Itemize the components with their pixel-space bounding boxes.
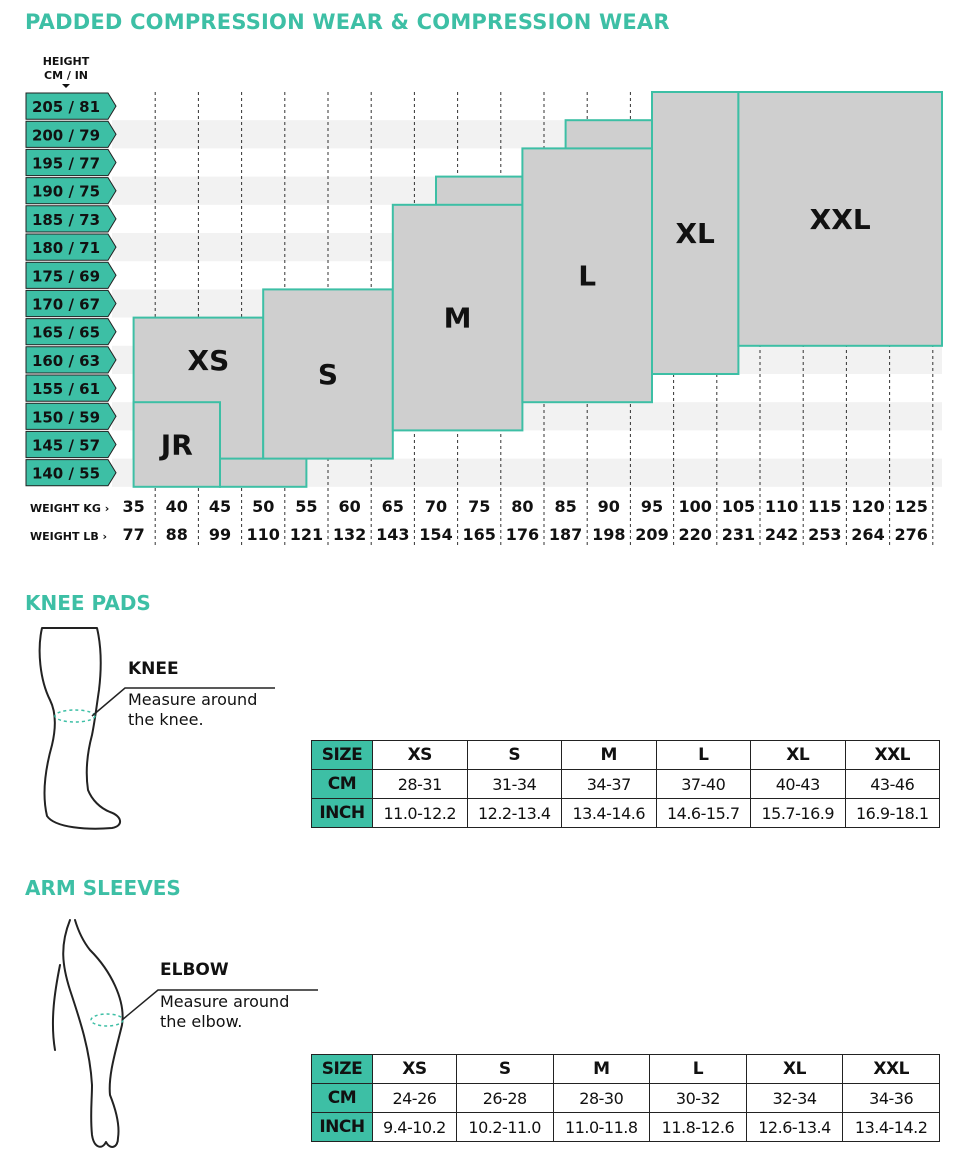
weight-lb-tick: 132 (332, 525, 367, 544)
weight-kg-tick: 105 (721, 497, 756, 516)
cm-cell: 31-34 (467, 770, 562, 799)
weight-kg-tick: 95 (640, 497, 664, 516)
inch-cell: 12.2-13.4 (467, 799, 562, 828)
weight-kg-tick: 50 (252, 497, 275, 516)
weight-kg-tick: 100 (678, 497, 712, 516)
weight-lb-tick: 77 (122, 525, 145, 544)
weight-lb-tick: 121 (289, 525, 324, 544)
inch-cell: 16.9-18.1 (845, 799, 940, 828)
arm-size-table (311, 1054, 940, 1142)
height-tick-label: 160 / 63 (31, 351, 101, 370)
size-cell: XL (746, 1055, 843, 1084)
weight-kg-tick: 80 (511, 497, 534, 516)
weight-lb-tick: 209 (635, 525, 669, 544)
size-label-l: L (578, 259, 597, 293)
weight-kg-tick: 60 (338, 497, 361, 516)
inch-cell: 13.4-14.6 (562, 799, 657, 828)
weight-lb-tick: 264 (851, 525, 885, 544)
arrow-down-icon (62, 84, 70, 88)
weight-lb-tick: 276 (894, 525, 928, 544)
cm-cell: 28-31 (373, 770, 468, 799)
height-tick-label: 150 / 59 (31, 408, 101, 427)
size-label-m: M (443, 301, 472, 335)
row-label-cm: CM (312, 1084, 373, 1113)
size-cell: L (650, 1055, 747, 1084)
cm-cell: 34-36 (843, 1084, 940, 1113)
weight-lb-tick: 88 (165, 525, 188, 544)
weight-kg-tick: 45 (208, 497, 232, 516)
cm-cell: 37-40 (656, 770, 751, 799)
size-cell: S (456, 1055, 553, 1084)
page-title: PADDED COMPRESSION WEAR & COMPRESSION WEAR (25, 10, 670, 34)
size-cell: XS (373, 1055, 457, 1084)
size-label-xl: XL (675, 217, 715, 250)
size-label-s: S (317, 358, 339, 391)
weight-lb-tick: 176 (505, 525, 540, 544)
inch-cell: 11.8-12.6 (650, 1113, 747, 1142)
height-axis-label: HEIGHT (42, 55, 90, 68)
weight-lb-tick: 143 (376, 525, 410, 544)
inch-cell: 14.6-15.7 (656, 799, 751, 828)
weight-lb-label: WEIGHT LB › (30, 530, 108, 543)
inch-cell: 15.7-16.9 (751, 799, 846, 828)
weight-kg-tick: 70 (424, 497, 448, 516)
height-tick-label: 165 / 65 (31, 323, 101, 342)
weight-kg-tick: 65 (381, 497, 404, 516)
inch-cell: 11.0-11.8 (553, 1113, 650, 1142)
weight-kg-label: WEIGHT KG › (30, 502, 110, 515)
cm-cell: 30-32 (650, 1084, 747, 1113)
weight-kg-tick: 75 (468, 497, 491, 516)
weight-kg-tick: 40 (165, 497, 188, 516)
elbow-measure-heading: ELBOW (160, 960, 229, 980)
inch-cell: 10.2-11.0 (456, 1113, 553, 1142)
cm-cell: 24-26 (373, 1084, 457, 1113)
weight-lb-tick: 110 (246, 525, 280, 544)
weight-kg-tick: 35 (122, 497, 145, 516)
weight-lb-tick: 154 (419, 525, 453, 544)
cm-cell: 28-30 (553, 1084, 650, 1113)
table-row-cm (312, 770, 940, 799)
size-cell: XS (373, 741, 468, 770)
inch-cell: 13.4-14.2 (843, 1113, 940, 1142)
cm-cell: 34-37 (562, 770, 657, 799)
weight-lb-tick: 253 (808, 525, 842, 544)
cm-cell: 43-46 (845, 770, 940, 799)
weight-lb-tick: 242 (764, 525, 799, 544)
inch-cell: 11.0-12.2 (373, 799, 468, 828)
height-tick-label: 175 / 69 (31, 267, 101, 286)
height-tick-label: 140 / 55 (31, 464, 101, 483)
height-tick-label: 145 / 57 (31, 436, 101, 455)
row-label-size: SIZE (312, 741, 373, 770)
row-label-size: SIZE (312, 1055, 373, 1084)
height-axis-unit: CM / IN (44, 69, 88, 82)
table-row-inch (312, 799, 940, 828)
size-chart (0, 0, 978, 560)
size-label-xxl: XXL (809, 202, 871, 236)
cm-cell: 32-34 (746, 1084, 843, 1113)
height-tick-label: 200 / 79 (31, 126, 101, 145)
weight-kg-tick: 85 (554, 497, 577, 516)
size-cell: XL (751, 741, 846, 770)
size-cell: M (562, 741, 657, 770)
size-label-jr: JR (160, 428, 193, 462)
height-tick-label: 180 / 71 (31, 239, 101, 258)
height-tick-label: 170 / 67 (31, 295, 101, 314)
table-row-size (312, 741, 940, 770)
weight-kg-tick: 120 (851, 497, 885, 516)
row-label-inch: INCH (312, 1113, 373, 1142)
height-tick-label: 155 / 61 (31, 380, 101, 399)
size-label-xs: XS (187, 343, 230, 377)
weight-lb-tick: 165 (462, 525, 496, 544)
weight-kg-tick: 90 (597, 497, 620, 516)
height-tick-label: 205 / 81 (31, 98, 101, 117)
weight-lb-tick: 187 (548, 525, 583, 544)
height-tick-label: 185 / 73 (31, 210, 101, 229)
size-cell: L (656, 741, 751, 770)
row-label-inch: INCH (312, 799, 373, 828)
weight-kg-tick: 115 (808, 497, 842, 516)
weight-kg-tick: 55 (295, 497, 318, 516)
weight-kg-tick: 110 (764, 497, 799, 516)
cm-cell: 40-43 (751, 770, 846, 799)
height-tick-label: 195 / 77 (31, 154, 101, 173)
size-cell: XXL (843, 1055, 940, 1084)
weight-lb-tick: 231 (721, 525, 756, 544)
size-cell: XXL (845, 741, 940, 770)
knee-pads-title: KNEE PADS (25, 591, 151, 615)
knee-size-table (311, 740, 940, 828)
inch-cell: 9.4-10.2 (373, 1113, 457, 1142)
table-row-cm (312, 1084, 940, 1113)
weight-lb-tick: 99 (208, 525, 232, 544)
weight-kg-tick: 125 (894, 497, 928, 516)
inch-cell: 12.6-13.4 (746, 1113, 843, 1142)
cm-cell: 26-28 (456, 1084, 553, 1113)
knee-measure-heading: KNEE (128, 659, 179, 679)
row-label-cm: CM (312, 770, 373, 799)
weight-lb-tick: 220 (678, 525, 712, 544)
elbow-measure-text: Measure around the elbow. (160, 992, 290, 1031)
knee-measure-text: Measure around the knee. (128, 690, 258, 729)
height-tick-label: 190 / 75 (31, 182, 101, 201)
size-cell: S (467, 741, 562, 770)
size-cell: M (553, 1055, 650, 1084)
table-row-inch (312, 1113, 940, 1142)
weight-lb-tick: 198 (592, 525, 626, 544)
table-row-size (312, 1055, 940, 1084)
arm-sleeves-title: ARM SLEEVES (25, 876, 181, 900)
